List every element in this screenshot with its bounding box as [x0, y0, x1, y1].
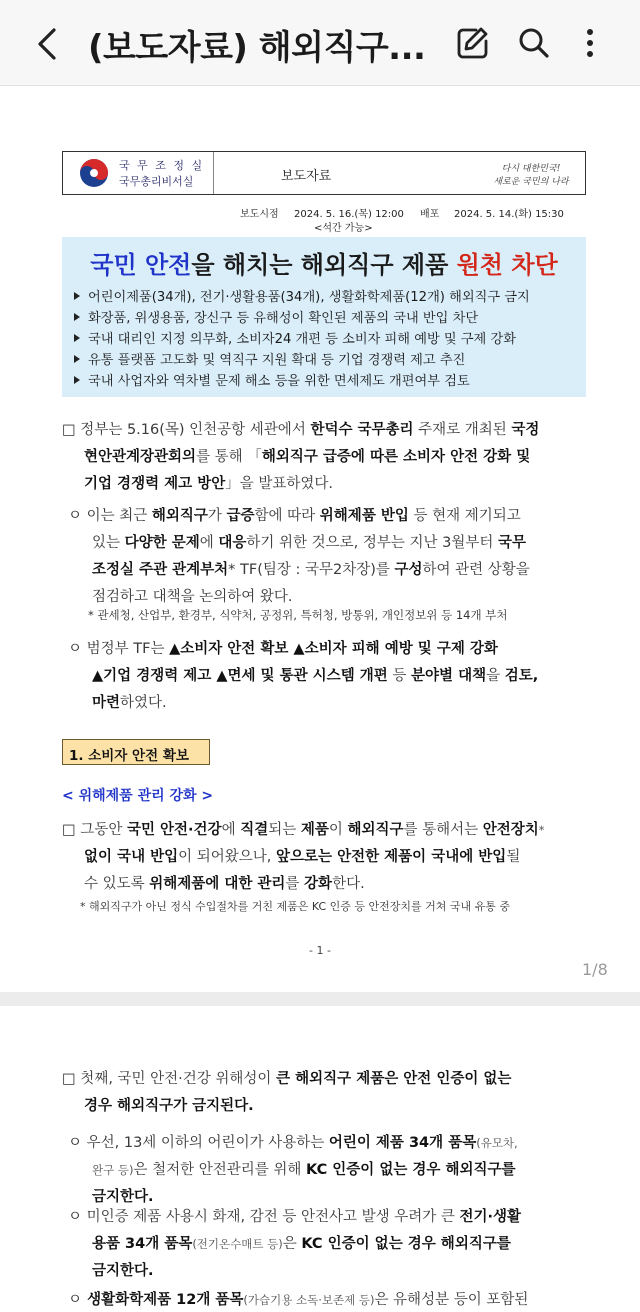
footnote: * 해외직구가 아닌 정식 수입절차를 거친 제품은 KC 인증 등 안전장치를 거쳐 국내 유통 중: [80, 900, 511, 913]
page2-line: 금지한다.: [92, 1189, 154, 1205]
headline: 국민 안전을 해치는 해외직구 제품 원천 차단: [90, 251, 558, 279]
page2-line: 금지한다.: [92, 1263, 154, 1279]
embargo-label: 보도시점: [240, 209, 279, 220]
paragraph-1-line: 현안관계장관회의를 통해 「해외직구 급증에 따른 소비자 안전 강화 및: [84, 449, 531, 465]
page2-line: 완구 등)은 철저한 안전관리를 위해 KC 인증이 없는 경우 해외직구를: [92, 1162, 516, 1178]
slogan-calligraphy: [481, 160, 581, 188]
search-button[interactable]: [516, 24, 552, 62]
document-page-2[interactable]: [0, 1006, 640, 1312]
org-name-2: 국무총리비서실: [119, 175, 194, 188]
summary-bullet: 유통 플랫폼 고도화 및 역직구 지원 확대 등 기업 경쟁력 제고 추진: [74, 350, 530, 371]
paragraph-1-line: 기업 경쟁력 제고 방안」을 발표하였다.: [84, 476, 333, 492]
distribution-label: 배포: [420, 209, 440, 220]
search-icon: [516, 24, 552, 62]
svg-text:다시 대한민국!: 다시 대한민국!: [501, 164, 561, 174]
triangle-bullet-icon: [74, 355, 80, 363]
summary-bullet: 화장품, 위생용품, 장신구 등 유해성이 확인된 제품의 국내 반입 차단: [74, 308, 530, 329]
triangle-bullet-icon: [74, 376, 80, 384]
page2-line: ㅇ 생활화학제품 12개 품목(가습기용 소독·보존제 등)은 유해성분 등이 포함된: [68, 1292, 529, 1308]
page2-line: ㅇ 미인증 제품 사용시 화재, 감전 등 안전사고 발생 우려가 큰 전기·생활: [68, 1209, 522, 1225]
more-vertical-icon: [572, 24, 608, 62]
headline-box: [62, 237, 586, 397]
document-title: (보도자료) 해외직구...: [88, 28, 426, 68]
paragraph-2-line: ㅇ 이는 최근 해외직구가 급증함에 따라 위해제품 반입 등 현재 제기되고: [68, 508, 521, 524]
summary-bullet: 국내 사업자와 역차별 문제 해소 등을 위한 면세제도 개편여부 검토: [74, 371, 530, 392]
org-name-1: 국 무 조 정 실: [119, 159, 205, 172]
subsection-heading: < 위해제품 관리 강화 >: [62, 788, 214, 804]
embargo-value: 2024. 5. 16.(목) 12:00: [294, 209, 404, 220]
paragraph-1-line: □ 정부는 5.16(목) 인천공항 세관에서 한덕수 국무총리 주재로 개최된 국정: [62, 422, 540, 438]
paragraph-2-line: 조정실 주관 관계부처* TF(팀장 : 국무2차장)를 구성하여 관련 상황을: [92, 562, 530, 578]
chevron-left-icon: [30, 24, 66, 64]
page-separator: [0, 992, 640, 1006]
paragraph-2-line: 점검하고 대책을 논의하여 왔다.: [92, 589, 293, 605]
section-heading: 1. 소비자 안전 확보: [62, 739, 210, 765]
page-count-indicator: 1/8: [582, 960, 608, 979]
press-release-label: 보도자료: [281, 169, 332, 184]
page2-line: 용품 34개 품목(전기온수매트 등)은 KC 인증이 없는 경우 해외직구를: [92, 1236, 511, 1252]
triangle-bullet-icon: [74, 334, 80, 342]
paragraph-4-line: 없이 국내 반입이 되어왔으나, 앞으로는 안전한 제품이 국내에 반입될: [84, 849, 521, 865]
edit-button[interactable]: [454, 24, 490, 62]
paragraph-3-line: ▲기업 경쟁력 제고 ▲면세 및 통관 시스템 개편 등 분야별 대책을 검토,: [92, 668, 539, 684]
header-divider: [213, 152, 214, 194]
distribution-value: 2024. 5. 14.(화) 15:30: [454, 209, 564, 220]
summary-bullet: 국내 대리인 지정 의무화, 소비자24 개편 등 소비자 피해 예방 및 구제 강화: [74, 329, 530, 350]
triangle-bullet-icon: [74, 292, 80, 300]
triangle-bullet-icon: [74, 313, 80, 321]
embargo-note: <석간 가능>: [314, 223, 373, 234]
edit-icon: [454, 24, 490, 62]
back-button[interactable]: [30, 24, 66, 64]
page-number: - 1 -: [309, 944, 331, 957]
summary-bullet: 어린이제품(34개), 전기·생활용품(34개), 생활화학제품(12개) 해외직구 금지: [74, 287, 530, 308]
page2-line: ㅇ 우선, 13세 이하의 어린이가 사용하는 어린이 제품 34개 품목(유모차,: [68, 1135, 518, 1151]
press-header: [62, 151, 586, 195]
paragraph-4-line: □ 그동안 국민 안전·건강에 직결되는 제품이 해외직구를 통해서는 안전장치*: [62, 822, 545, 838]
government-emblem-icon: [79, 158, 109, 188]
paragraph-3-line: ㅇ 범정부 TF는 ▲소비자 안전 확보 ▲소비자 피해 예방 및 구제 강화: [68, 641, 498, 657]
paragraph-3-line: 마련하였다.: [92, 695, 167, 711]
page2-line: 경우 해외직구가 금지된다.: [84, 1098, 254, 1114]
footnote: * 관세청, 산업부, 환경부, 식약처, 공정위, 특허청, 방통위, 개인정보위 등 14개 부처: [88, 608, 508, 622]
paragraph-2-line: 있는 다양한 문제에 대응하기 위한 것으로, 정부는 지난 3월부터 국무: [92, 535, 526, 551]
svg-text:새로운 국민의 나라: 새로운 국민의 나라: [493, 177, 569, 187]
page2-line: □ 첫째, 국민 안전·건강 위해성이 큰 해외직구 제품은 안전 인증이 없는: [62, 1071, 512, 1087]
paragraph-4-line: 수 있도록 위해제품에 대한 관리를 강화한다.: [84, 876, 365, 892]
document-page-1[interactable]: [0, 87, 640, 992]
more-options-button[interactable]: [572, 24, 608, 62]
summary-bullets: [74, 287, 530, 392]
app-bar: [0, 0, 640, 86]
